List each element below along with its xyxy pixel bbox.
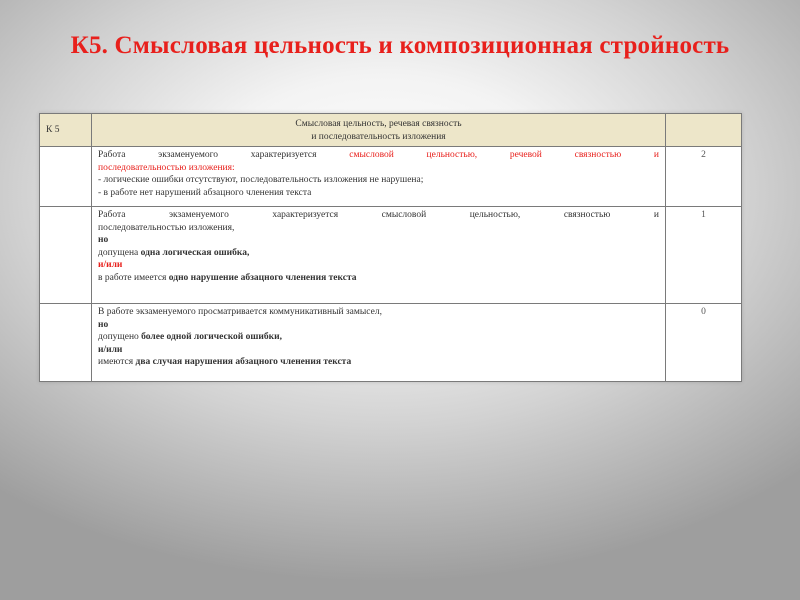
criterion-code: К 5 [40,114,92,147]
slide-title: К5. Смысловая цельность и композиционная стройность [70,32,730,59]
description-line [98,272,659,285]
andor-word: и/или [98,260,123,270]
table-row [40,207,742,304]
criterion-description [92,207,666,304]
score-value: 0 [666,304,742,382]
table-header-row [40,114,742,147]
description-line: Работа экзаменуемого характеризуется смысловой цельностью, связностью и [98,210,659,220]
highlighted-text: последовательностью изложения: [98,162,235,173]
description-line: В работе экзаменуемого просматривается коммуникативный замысел, [98,307,382,317]
description-text: допущено [98,332,142,342]
empty-cell [40,207,92,304]
empty-cell [40,147,92,207]
score-value: 2 [666,147,742,207]
but-word: но [98,319,109,330]
empty-cell [40,304,92,382]
description-line [98,331,659,344]
description-line [98,149,659,162]
criteria-table [39,113,742,382]
description-line: - в работе нет нарушений абзацного членения текста [98,187,312,198]
bold-text: одно нарушение абзацного членения текста [168,272,357,283]
description-line [98,247,659,260]
andor-word: и/или [98,344,123,355]
highlighted-text: смысловой цельностью, речевой связностью и [349,150,659,160]
bold-text: одна логическая ошибка, [140,247,250,258]
table-row [40,304,742,382]
but-word: но [98,235,109,245]
description-line: последовательностью изложения, [98,222,235,233]
score-header [666,114,742,147]
criterion-title [92,114,666,147]
description-line [98,356,659,369]
description-text: Работа экзаменуемого характеризуется [98,150,350,160]
table-row [40,147,742,207]
criterion-title-line1: Смысловая цельность, речевая связность [295,119,462,129]
bold-text: более одной логической ошибки, [141,332,282,342]
description-line: - логические ошибки отсутствуют, последовательность изложения не нарушена; [98,175,424,185]
criterion-description [92,304,666,382]
description-text: имеются [98,357,136,367]
score-value: 1 [666,207,742,304]
criterion-description [92,147,666,207]
description-text: в работе имеется [98,272,169,283]
description-text: допущена [98,247,141,258]
bold-text: два случая нарушения абзацного членения текста [135,357,352,367]
criterion-title-line2: и последовательность изложения [311,131,446,142]
